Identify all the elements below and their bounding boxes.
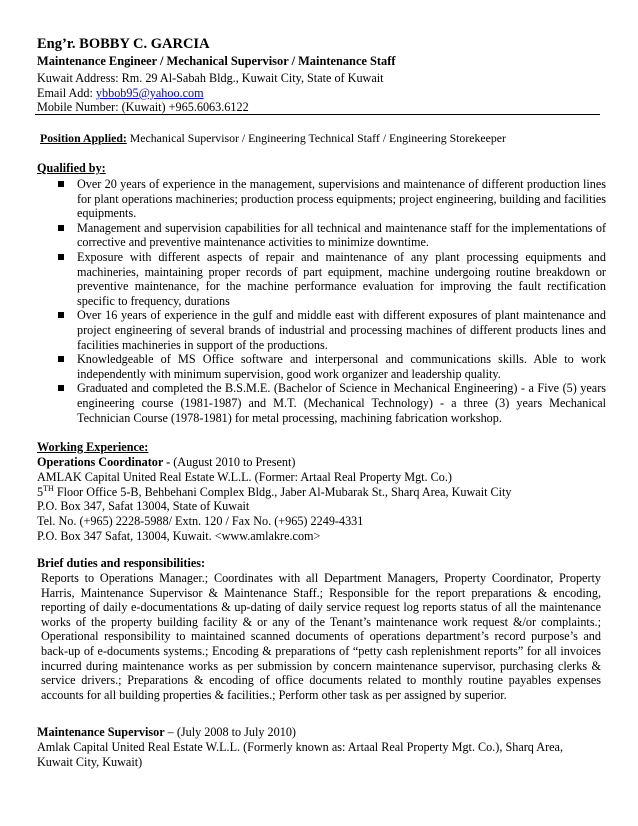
list-item	[58, 177, 606, 221]
bullet-square-icon	[58, 312, 64, 318]
job2-location: Kuwait City, Kuwait)	[37, 755, 143, 769]
email-link[interactable]: ybbob95@yahoo.com	[95, 86, 204, 100]
email-label: Email Add:	[37, 86, 96, 100]
job-title: Maintenance Engineer / Mechanical Supervisor / Maintenance Staff	[37, 54, 396, 68]
list-item	[58, 250, 606, 308]
office-address-rest: Floor Office 5-B, Behbehani Complex Bldg., Jaber Al-Mubarak St., Sharq Area, Kuwait City	[53, 485, 512, 499]
mobile-number: Mobile Number: (Kuwait) +965.6063.6122	[37, 100, 249, 114]
qualifications-list	[58, 177, 606, 425]
job1-office-address	[37, 485, 512, 500]
list-item-text: Over 16 years of experience in the gulf and middle east with different exposures of plant maintenance and project engineering of several brands of industrial and processing machines of different products lines and facilities machineries in support of the productions.	[77, 308, 606, 352]
job1-dates: (August 2010 to Present)	[173, 455, 296, 469]
job2-title: Maintenance Supervisor	[37, 725, 165, 739]
list-item-text: Over 20 years of experience in the management, supervisions and maintenance of different production lines for plant operations machineries; production process equipments; project engineering, building and facilities equipments.	[77, 177, 606, 221]
list-item	[58, 308, 606, 352]
candidate-name: Eng’r. BOBBY C. GARCIA	[37, 36, 210, 52]
list-item-text: Knowledgeable of MS Office software and interpersonal and communications skills. Able to work independently with minimum supervision, good work organizer and leadership quality.	[77, 352, 606, 381]
list-item-text: Graduated and completed the B.S.M.E. (Bachelor of Science in Mechanical Engineering) - a Five (5) years engineering course (1981-1987) and M.T. (Mechanical Technology) - a three (3) years Mechanical Technician Course (1978-1981) for metal processing, machining fabrication workshop.	[77, 381, 606, 425]
experience-heading: Working Experience:	[37, 440, 149, 454]
duties-heading: Brief duties and responsibilities:	[37, 556, 206, 570]
position-value: Mechanical Supervisor / Engineering Technical Staff / Engineering Storekeeper	[126, 131, 506, 145]
bullet-square-icon	[58, 225, 64, 231]
duties-paragraph: Reports to Operations Manager.; Coordinates with all Department Managers, Property Coordinator, Property Harris, Maintenance Supervisor & Maintenance Staff.; Responsible for the report preparations & encoding, reporting of daily e-documentations & up-dating of daily service request log reports status of all the maintenance works of the property building facility & or any of the Tenant’s maintenance work request &/or complaints.; Operational responsibility to maintained scanned documents of operations department’s record purpose’s and back-up of e-documents systems.; Encoding & preparations of “petty cash replenishment reports” for all invoices incurred during maintenance works as per submission by concern maintenance supervisor, purchasing clerks & service drivers.; Preparations & encoding of office documents related to monthly routine payables expenses accounts for all building properties & facilities.; Perform other task as per assigned by superior.	[41, 571, 601, 702]
bullet-square-icon	[58, 181, 64, 187]
email-line	[37, 86, 204, 101]
job2-company: Amlak Capital United Real Estate W.L.L. (Formerly known as: Artaal Real Property Mgt. Co.), Sharq Area,	[37, 740, 563, 754]
job1-pobox: P.O. Box 347, Safat 13004, State of Kuwait	[37, 499, 250, 513]
position-applied	[40, 131, 506, 146]
job2-dates: – (July 2008 to July 2010)	[164, 725, 296, 739]
job1-tel: Tel. No. (+965) 2228-5988/ Extn. 120 / Fax No. (+965) 2249-4331	[37, 514, 364, 528]
list-item	[58, 381, 606, 425]
job1-header	[37, 455, 295, 470]
job1-pobox-web: P.O. Box 347 Safat, 13004, Kuwait. <www.amlakre.com>	[37, 529, 321, 543]
job1-title: Operations Coordinator -	[37, 455, 174, 469]
header-divider	[35, 114, 600, 115]
address: Kuwait Address: Rm. 29 Al-Sabah Bldg., Kuwait City, State of Kuwait	[37, 71, 384, 85]
list-item	[58, 221, 606, 250]
bullet-square-icon	[58, 385, 64, 391]
list-item-text: Management and supervision capabilities for all technical and maintenance staff for the implementations of corrective and preventive maintenance activities to minimize downtime.	[77, 220, 606, 250]
bullet-square-icon	[58, 254, 64, 260]
qualified-heading: Qualified by:	[37, 161, 106, 175]
list-item	[58, 352, 606, 381]
job2-header	[37, 725, 296, 740]
floor-suffix: TH	[43, 483, 54, 493]
list-item-text: Exposure with different aspects of repair and maintenance of any plant processing equipments and machineries, maintaining proper records of part equipment, machine undergoing routine breakdown or preventive maintenance, for the machine performance evaluation for improving the fault rectification specific to frequency, durations	[77, 249, 606, 308]
bullet-square-icon	[58, 356, 64, 362]
floor-number: 5	[37, 485, 44, 499]
position-label: Position Applied:	[40, 131, 127, 145]
job1-company: AMLAK Capital United Real Estate W.L.L. (Former: Artaal Real Property Mgt. Co.)	[37, 470, 452, 484]
